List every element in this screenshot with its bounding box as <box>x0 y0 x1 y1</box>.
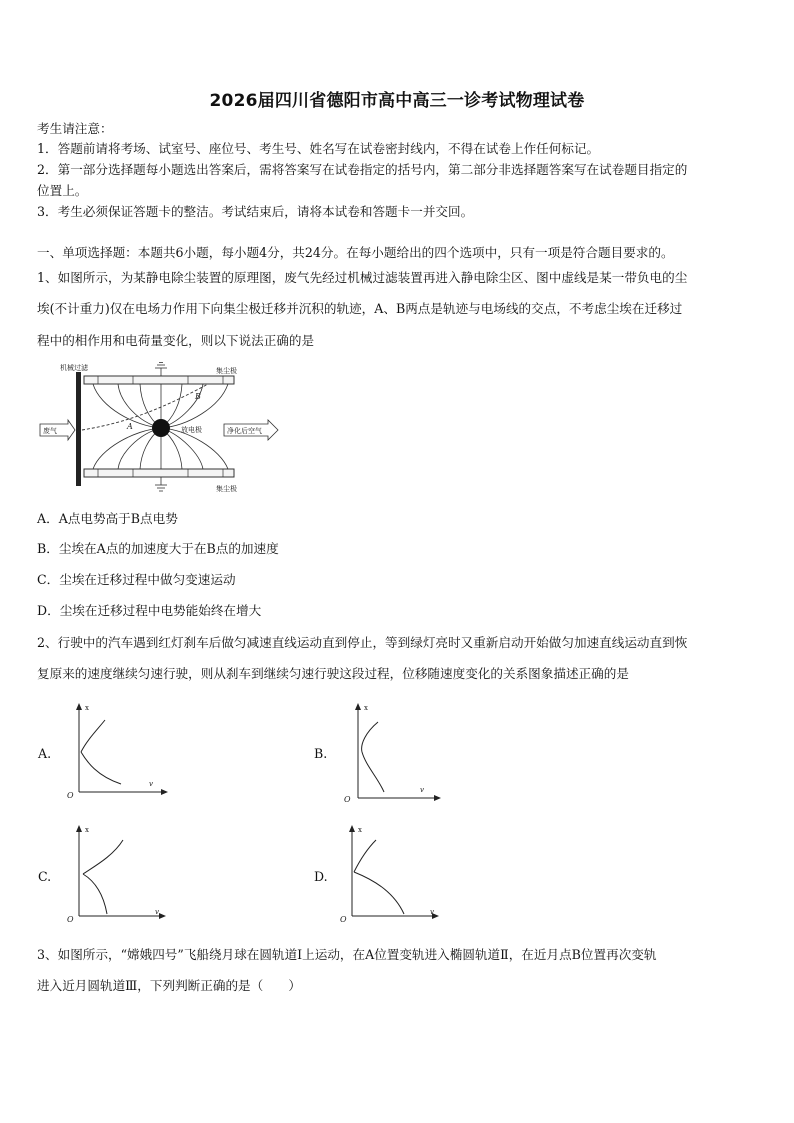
point-a-label: A <box>127 422 133 431</box>
q2-line-1: 2、行驶中的汽车遇到红灯刹车后做匀减速直线运动直到停止，等到绿灯亮时又重新启动开始做匀加速直线运动直到恢 <box>37 635 688 650</box>
q1-option-c: C．尘埃在迁移过程中做匀变速运动 <box>37 572 236 587</box>
discharge-label: 放电极 <box>181 426 202 434</box>
notice-item-1: 1．答题前请将考场、试室号、座位号、考生号、姓名写在试卷密封线内，不得在试卷上作任何标记。 <box>37 141 600 156</box>
svg-text:v: v <box>155 908 159 916</box>
q2-line-2: 复原来的速度继续匀速行驶，则从刹车到继续匀速行驶这段过程，位移随速度变化的关系图象描述正确的是 <box>37 666 629 681</box>
q2-graph-a <box>65 700 175 800</box>
svg-text:O: O <box>340 915 347 922</box>
q1-option-a: A．A点电势高于B点电势 <box>37 511 178 526</box>
q3-line-2: 进入近月圆轨道Ⅲ，下列判断正确的是（ ） <box>37 978 302 993</box>
point-b-label: B <box>195 392 201 401</box>
q3-line-1: 3、如图所示，“嫦娥四号”飞船绕月球在圆轨道Ⅰ上运动，在A位置变轨进入椭圆轨道Ⅱ，在近月点B位置再次变轨 <box>37 947 657 962</box>
notice-heading: 考生请注意： <box>37 121 113 136</box>
q2-option-d-label: D. <box>314 869 328 884</box>
q1-line-1: 1、如图所示，为某静电除尘装置的原理图，废气先经过机械过滤装置再进入静电除尘区、图中虚线是某一带负电的尘 <box>37 270 688 285</box>
discharge-electrode <box>152 419 170 437</box>
electrostatic-precipitator-diagram <box>38 362 283 494</box>
svg-text:O: O <box>67 915 74 922</box>
curve <box>362 722 384 792</box>
notice-item-2: 2．第一部分选择题每小题选出答案后，需将答案写在试卷指定的括号内，第二部分非选择题答案写在试卷题目指定的 <box>37 162 688 177</box>
curve-upper <box>354 840 376 872</box>
filter-label: 机械过滤 <box>60 364 88 372</box>
notice-item-3: 3．考生必须保证答题卡的整洁。考试结束后，请将本试卷和答题卡一并交回。 <box>37 204 474 219</box>
svg-text:v: v <box>420 786 424 794</box>
filter-plate <box>76 372 81 486</box>
svg-text:v: v <box>149 780 153 788</box>
inlet-label: 废气 <box>43 427 57 435</box>
svg-text:x: x <box>364 704 368 712</box>
curve-lower <box>354 872 404 914</box>
q1-line-2: 埃(不计重力)仅在电场力作用下向集尘极迁移并沉积的轨迹，A、B两点是轨迹与电场线的交点，不考虑尘埃在迁移过 <box>37 301 683 316</box>
notice-item-2-cont: 位置上。 <box>37 183 88 198</box>
page-title: 2026届四川省德阳市高中高三一诊考试物理试卷 <box>209 91 585 111</box>
svg-text:x: x <box>85 826 89 834</box>
q1-line-3: 程中的相作用和电荷量变化，则以下说法正确的是 <box>37 333 315 348</box>
q1-option-d: D．尘埃在迁移过程中电势能始终在增大 <box>37 603 262 618</box>
q2-graph-d <box>338 822 448 922</box>
svg-text:x: x <box>358 826 362 834</box>
collector-top-label: 集尘极 <box>216 367 237 375</box>
curve-upper <box>83 840 123 874</box>
curve-upper <box>81 720 105 752</box>
section-heading: 一、单项选择题：本题共6小题，每小题4分，共24分。在每小题给出的四个选项中，只有一项是符合题目要求的。 <box>37 245 674 260</box>
q2-graph-b <box>338 700 448 805</box>
q2-option-b-label: B. <box>314 746 328 761</box>
outlet-label: 净化后空气 <box>227 427 262 435</box>
q2-option-a-label: A. <box>38 746 52 761</box>
curve-lower <box>83 874 107 914</box>
curve-lower <box>81 752 121 784</box>
svg-text:x: x <box>85 704 89 712</box>
svg-text:v: v <box>430 908 434 916</box>
q2-graph-c <box>65 822 175 922</box>
collector-bottom-label: 集尘极 <box>216 485 237 493</box>
q2-option-c-label: C. <box>38 869 52 884</box>
svg-text:O: O <box>67 791 74 800</box>
collector-plate-top <box>84 376 234 384</box>
q1-option-b: B．尘埃在A点的加速度大于在B点的加速度 <box>37 541 279 556</box>
svg-text:O: O <box>344 795 351 804</box>
collector-plate-bottom <box>84 469 234 477</box>
